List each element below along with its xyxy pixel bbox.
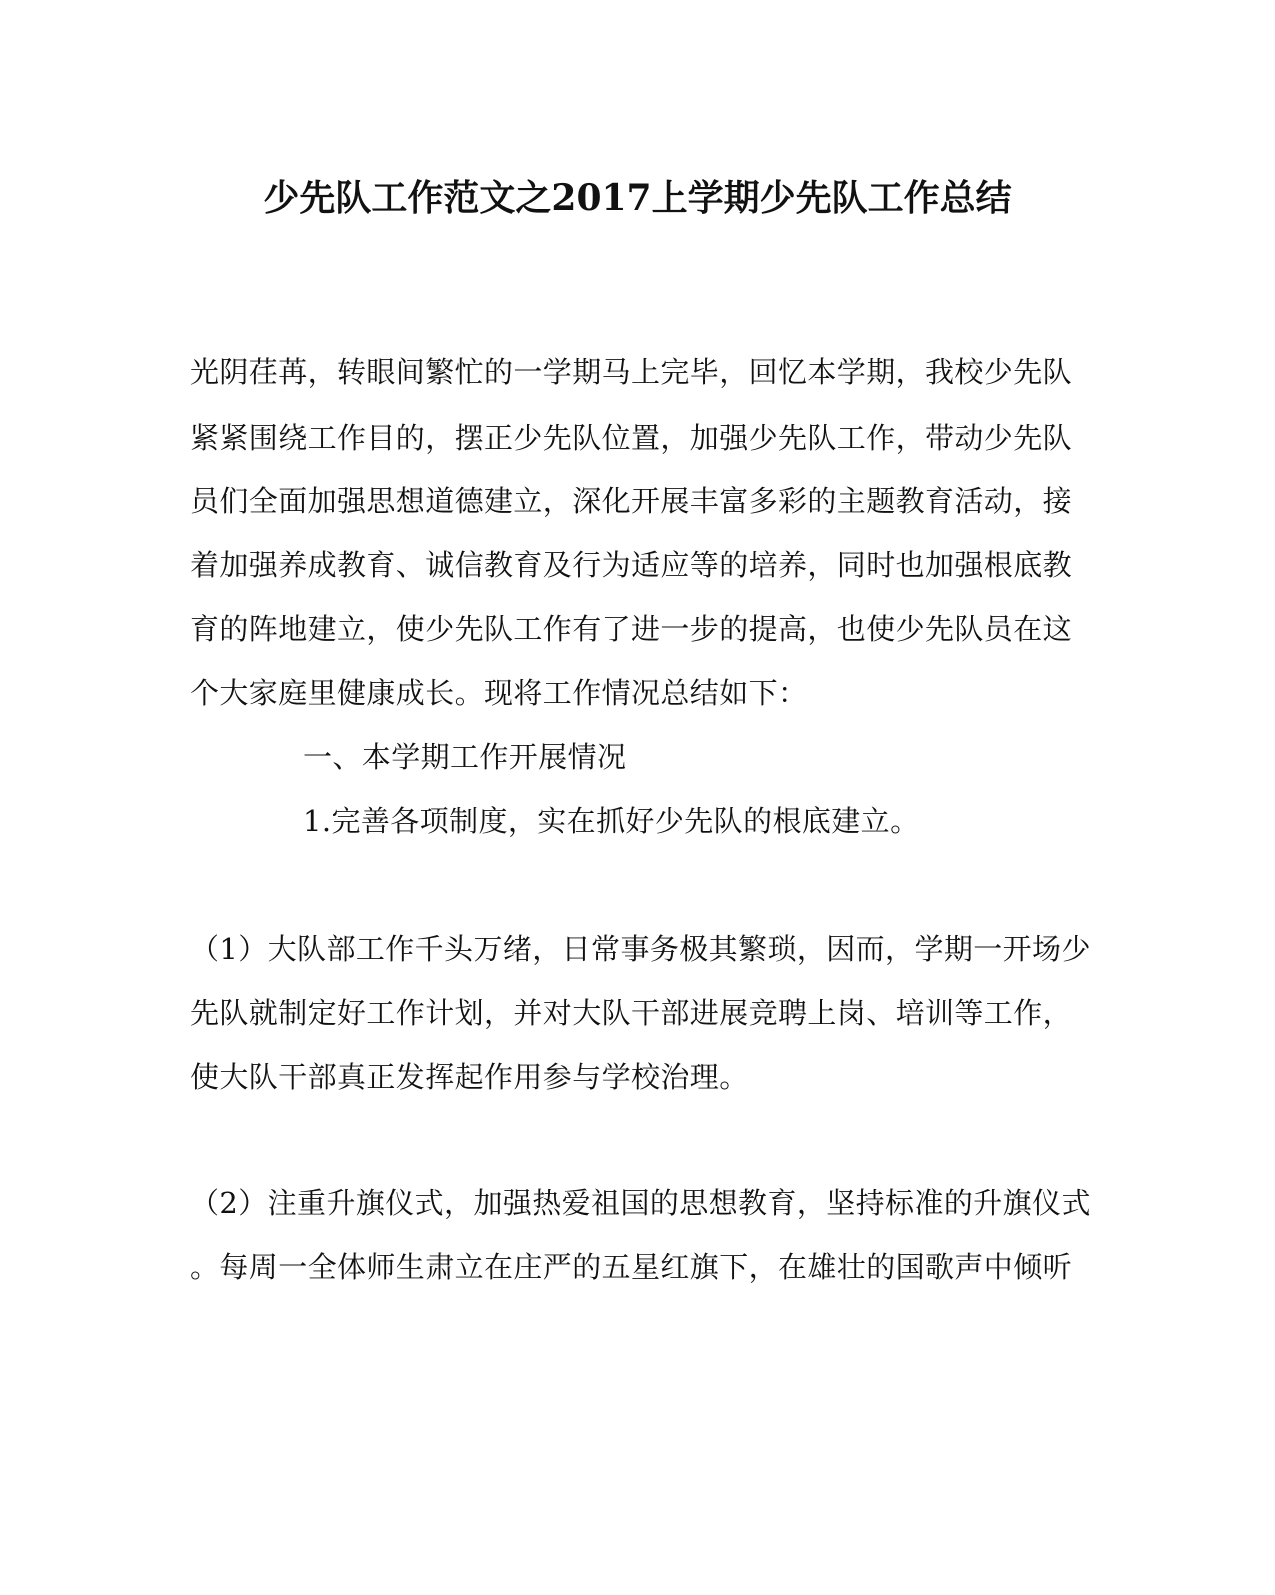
section-heading: 一、本学期工作开展情况 [303,740,627,774]
subsection-heading: 1.完善各项制度，实在抓好少先队的根底建立。 [303,804,920,838]
paragraph-line: 光阴荏苒，转眼间繁忙的一学期马上完毕，回忆本学期，我校少先队 [190,355,1073,389]
paragraph-line: 先队就制定好工作计划，并对大队干部进展竞聘上岗、培训等工作， [190,996,1073,1030]
paragraph-line: （2）注重升旗仪式，加强热爱祖国的思想教育，坚持标准的升旗仪式 [190,1186,1091,1220]
paragraph-line: （1）大队部工作千头万绪，日常事务极其繁琐，因而，学期一开场少 [190,932,1091,966]
paragraph-line: 育的阵地建立，使少先队工作有了进一步的提高，也使少先队员在这 [190,612,1073,646]
paragraph-line: 紧紧围绕工作目的，摆正少先队位置，加强少先队工作，带动少先队 [190,421,1073,455]
paragraph-line: 着加强养成教育、诚信教育及行为适应等的培养，同时也加强根底教 [190,548,1073,582]
paragraph-line: 个大家庭里健康成长。现将工作情况总结如下： [190,676,808,710]
paragraph-line: 。每周一全体师生肃立在庄严的五星红旗下，在雄壮的国歌声中倾听 [190,1250,1073,1284]
document-title: 少先队工作范文之2017上学期少先队工作总结 [263,177,1012,219]
paragraph-line: 员们全面加强思想道德建立，深化开展丰富多彩的主题教育活动，接 [190,484,1073,518]
paragraph-line: 使大队干部真正发挥起作用参与学校治理。 [190,1060,749,1094]
